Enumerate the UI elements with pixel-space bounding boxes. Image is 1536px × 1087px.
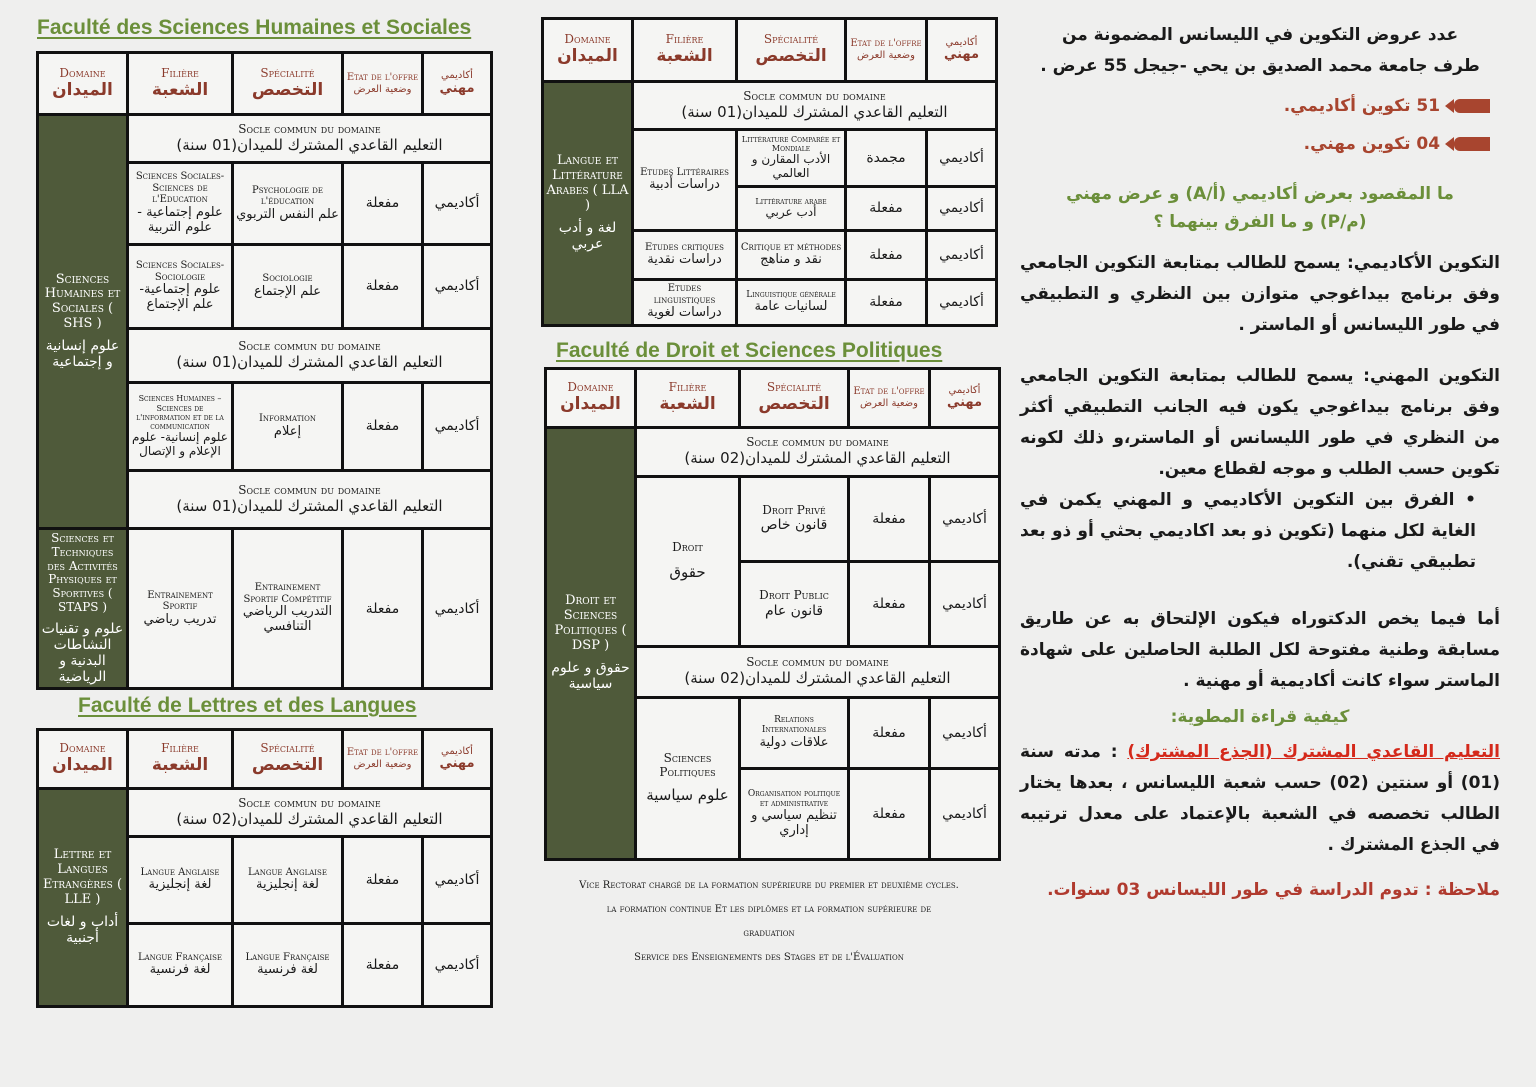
header-type: أكاديمي مهني <box>927 19 997 82</box>
header-type: أكاديمي مهني <box>423 730 492 789</box>
faculty-title-shs: Faculté des Sciences Humaines et Sociales <box>37 16 472 39</box>
status-cell: مفعلة <box>343 163 423 245</box>
type-cell: أكاديمي <box>930 697 1000 768</box>
header-filiere: Filière الشعبة <box>636 369 740 428</box>
status-cell: مفعلة <box>849 697 930 768</box>
header-specialite: Spécialité التخصص <box>740 369 849 428</box>
filiere-cell: Langue Française لغة فرنسية <box>128 924 233 1007</box>
socle-commun: Socle commun du domaine التعليم القاعدي المشترك للميدان(01 سنة) <box>633 81 997 129</box>
footer-line: la formation continue Et les diplômes et la formation supérieure de <box>606 904 932 915</box>
domain-staps: Sciences et Techniques des Activités Physiques et Sportives ( STAPS ) علوم و تقنيات النشاطات البدنية و الرياضية <box>38 529 128 689</box>
specialite-cell: Linguistique générale لسانيات عامة <box>737 279 846 325</box>
specialite-cell: Sociologie علم الإجتماع <box>233 245 343 329</box>
header-etat: Etat de l'offre وضعية العرض <box>846 19 927 82</box>
doctorate-text: أما فيما يخص الدكتوراه فيكون الإلتحاق به عن طاريق مسابقة وطنية مفتوحة لكل الطلبة الحاصلين على شهادة الماستر سواء كانت أكاديمية أو مهنية . <box>1020 609 1500 691</box>
type-cell: أكاديمي <box>930 476 1000 561</box>
domain-dsp: Droit et Sciences Politiques ( DSP ) حقوق و علوم سياسية <box>546 427 636 859</box>
specialite-cell: Information إعلام <box>233 383 343 471</box>
header-type: أكاديمي مهني <box>930 369 1000 428</box>
specialite-cell: Relations Internationales علاقات دولية <box>740 697 849 768</box>
type-cell: أكاديمي <box>930 561 1000 646</box>
status-cell: مفعلة <box>849 476 930 561</box>
header-domaine: Domaine الميدان <box>38 53 128 115</box>
domain-lle: Lettre et Langues Etrangères ( LLE ) أداب و لغات أجنبية <box>38 788 128 1006</box>
header-domaine: Domaine الميدان <box>546 369 636 428</box>
academic-definition: التكوين الأكاديمي: يسمح للطالب بمتابعة التكوين الجامعي وفق برنامج بيداغوجي متوازن بين النظري و التطبيقي في طور الليسانس أو الماستر . <box>1020 253 1500 335</box>
status-cell: مفعلة <box>846 231 927 279</box>
type-cell: أكاديمي <box>927 186 997 230</box>
domain-lla: Langue et Littérature Arabes ( LLA ) لغة و أدب عربي <box>543 81 633 325</box>
intro-text: عدد عروض التكوين في الليسانس المضمونة من طرف جامعة محمد الصديق بن يحي -جيجل 55 عرض . <box>1040 25 1480 76</box>
header-etat: Etat de l'offre وضعية العرض <box>343 53 423 115</box>
filiere-cell: Sciences Sociales- Sciences de l'Education علوم إجتماعية - علوم التربية <box>128 163 233 245</box>
dsp-table <box>544 367 1001 861</box>
filiere-cell: Droit حقوق <box>636 476 740 646</box>
status-cell: مفعلة <box>343 383 423 471</box>
status-cell: مفعلة <box>849 561 930 646</box>
socle-commun: Socle commun du domaine التعليم القاعدي المشترك للميدان(01 سنة) <box>128 471 492 529</box>
faculty-title-dsp: Faculté de Droit et Sciences Politiques <box>556 339 943 362</box>
header-specialite: Spécialité التخصص <box>233 53 343 115</box>
type-cell: أكاديمي <box>423 924 492 1007</box>
specialite-cell: Entrainement Sportif Compétitif التدريب الرياضي التنافسي <box>233 529 343 689</box>
socle-commun: Socle commun du domaine التعليم القاعدي المشترك للميدان(02 سنة) <box>636 646 1000 697</box>
header-etat: Etat de l'offre وضعية العرض <box>343 730 423 789</box>
question-heading: ما المقصود بعرض أكاديمي (أ/A) و عرض مهني (م/P) و ما الفرق بينهما ؟ <box>1066 184 1454 232</box>
tronc-commun-text: التعليم القاعدي المشترك (الجذع المشترك) : مدته سنة (01) أو سنتين (02) حسب شعبة الليسانس ، بعدها يختار الطالب تخصصه في الشعبة بالإعتماد على معدل ترتيبه في الجذع المشترك . <box>1020 742 1501 855</box>
status-cell: مفعلة <box>849 768 930 859</box>
type-cell: أكاديمي <box>927 130 997 187</box>
type-cell: أكاديمي <box>930 768 1000 859</box>
type-cell: أكاديمي <box>423 383 492 471</box>
type-cell: أكاديمي <box>423 529 492 689</box>
filiere-cell: Etudes linguistiques دراسات لغوية <box>633 279 737 325</box>
specialite-cell: Langue Française لغة فرنسية <box>233 924 343 1007</box>
header-type: أكاديمي مهني <box>423 53 492 115</box>
status-cell: مفعلة <box>343 529 423 689</box>
specialite-cell: Critique et méthodes نقد و مناهج <box>737 231 846 279</box>
status-cell: مفعلة <box>846 279 927 325</box>
filiere-cell: Etudes Littéraires دراسات أدبية <box>633 130 737 231</box>
header-etat: Etat de l'offre وضعية العرض <box>849 369 930 428</box>
type-cell: أكاديمي <box>423 163 492 245</box>
header-domaine: Domaine الميدان <box>543 19 633 82</box>
type-cell: أكاديمي <box>927 279 997 325</box>
domain-shs: Sciences Humaines et Sociales ( SHS ) علوم إنسانية و إجتماعية <box>38 115 128 529</box>
status-cell: مجمدة <box>846 130 927 187</box>
professional-definition: التكوين المهني: يسمح للطالب بمتابعة التكوين الجامعي وفق برنامج بيداغوجي يكون فيه الجانب التطبيقي أكثر من النظري في طور الليسانس أو الماستر،و ذلك لكونه تكوين حسب الطلب و موجه لقطاع معين. <box>1020 366 1500 479</box>
specialite-cell: Organisation politique et administrative تنظيم سياسي و إداري <box>740 768 849 859</box>
faculty-title-lle: Faculté de Lettres et des Langues <box>78 694 417 717</box>
header-specialite: Spécialité التخصص <box>737 19 846 82</box>
lla-table <box>541 17 998 327</box>
how-to-read-heading: كيفية قراءة المطوية: <box>1170 707 1350 727</box>
difference-bullet: • الفرق بين التكوين الأكاديمي و المهني يكمن في الغاية لكل منهما (تكوين ذو بعد اكاديمي بحثي أو ذو بعد تطبيقي تقني). <box>1020 490 1476 572</box>
type-cell: أكاديمي <box>423 245 492 329</box>
specialite-cell: Droit Public قانون عام <box>740 561 849 646</box>
filiere-cell: Etudes critiques دراسات نقدية <box>633 231 737 279</box>
status-cell: مفعلة <box>846 186 927 230</box>
filiere-cell: Langue Anglaise لغة إنجليزية <box>128 837 233 924</box>
specialite-cell: Psychologie de l'éducation علم النفس التربوي <box>233 163 343 245</box>
specialite-cell: Droit Privé قانون خاص <box>740 476 849 561</box>
socle-commun: Socle commun du domaine التعليم القاعدي المشترك للميدان(02 سنة) <box>128 788 492 837</box>
filiere-cell: Entrainement Sportif تدريب رياضي <box>128 529 233 689</box>
note-text: ملاحظة : تدوم الدراسة في طور الليسانس 03 سنوات. <box>1047 880 1500 900</box>
specialite-cell: Langue Anglaise لغة إنجليزية <box>233 837 343 924</box>
status-cell: مفعلة <box>343 924 423 1007</box>
bullet-professional: 04 تكوين مهني. <box>1020 134 1500 154</box>
type-cell: أكاديمي <box>423 837 492 924</box>
header-filiere: Filière الشعبة <box>633 19 737 82</box>
footer-line: Vice Rectorat chargé de la formation supérieure du premier et deuxième cycles. <box>579 880 959 891</box>
status-cell: مفعلة <box>343 245 423 329</box>
footer-credits <box>536 874 1002 970</box>
socle-commun: Socle commun du domaine التعليم القاعدي المشترك للميدان(01 سنة) <box>128 329 492 383</box>
flag-icon <box>1454 99 1490 113</box>
header-filiere: Filière الشعبة <box>128 730 233 789</box>
type-cell: أكاديمي <box>927 231 997 279</box>
footer-line: graduation <box>743 928 795 939</box>
socle-commun: Socle commun du domaine التعليم القاعدي المشترك للميدان(02 سنة) <box>636 427 1000 476</box>
bullet-academic: 51 تكوين أكاديمي. <box>1020 96 1500 116</box>
status-cell: مفعلة <box>343 837 423 924</box>
specialite-cell: Littérature Comparée et Mondiale الأدب المقارن و العالمي <box>737 130 846 187</box>
filiere-cell: Sciences Politiques علوم سياسية <box>636 697 740 859</box>
header-domaine: Domaine الميدان <box>38 730 128 789</box>
shs-table <box>36 51 493 690</box>
socle-commun: Socle commun du domaine التعليم القاعدي المشترك للميدان(01 سنة) <box>128 115 492 163</box>
header-specialite: Spécialité التخصص <box>233 730 343 789</box>
info-panel <box>1020 20 1500 906</box>
lle-table <box>36 728 493 1008</box>
filiere-cell: Sciences Humaines – Sciences de l'information et de la communication علوم إنسانية- علوم الإعلام و الإتصال <box>128 383 233 471</box>
flag-icon <box>1454 137 1490 151</box>
specialite-cell: Littérature arabe أدب عربي <box>737 186 846 230</box>
footer-line: Service des Enseignements des Stages et de l'Évaluation <box>634 952 904 963</box>
header-filiere: Filière الشعبة <box>128 53 233 115</box>
filiere-cell: Sciences Sociales- Sociologie علوم إجتماعية- علم الإجتماع <box>128 245 233 329</box>
